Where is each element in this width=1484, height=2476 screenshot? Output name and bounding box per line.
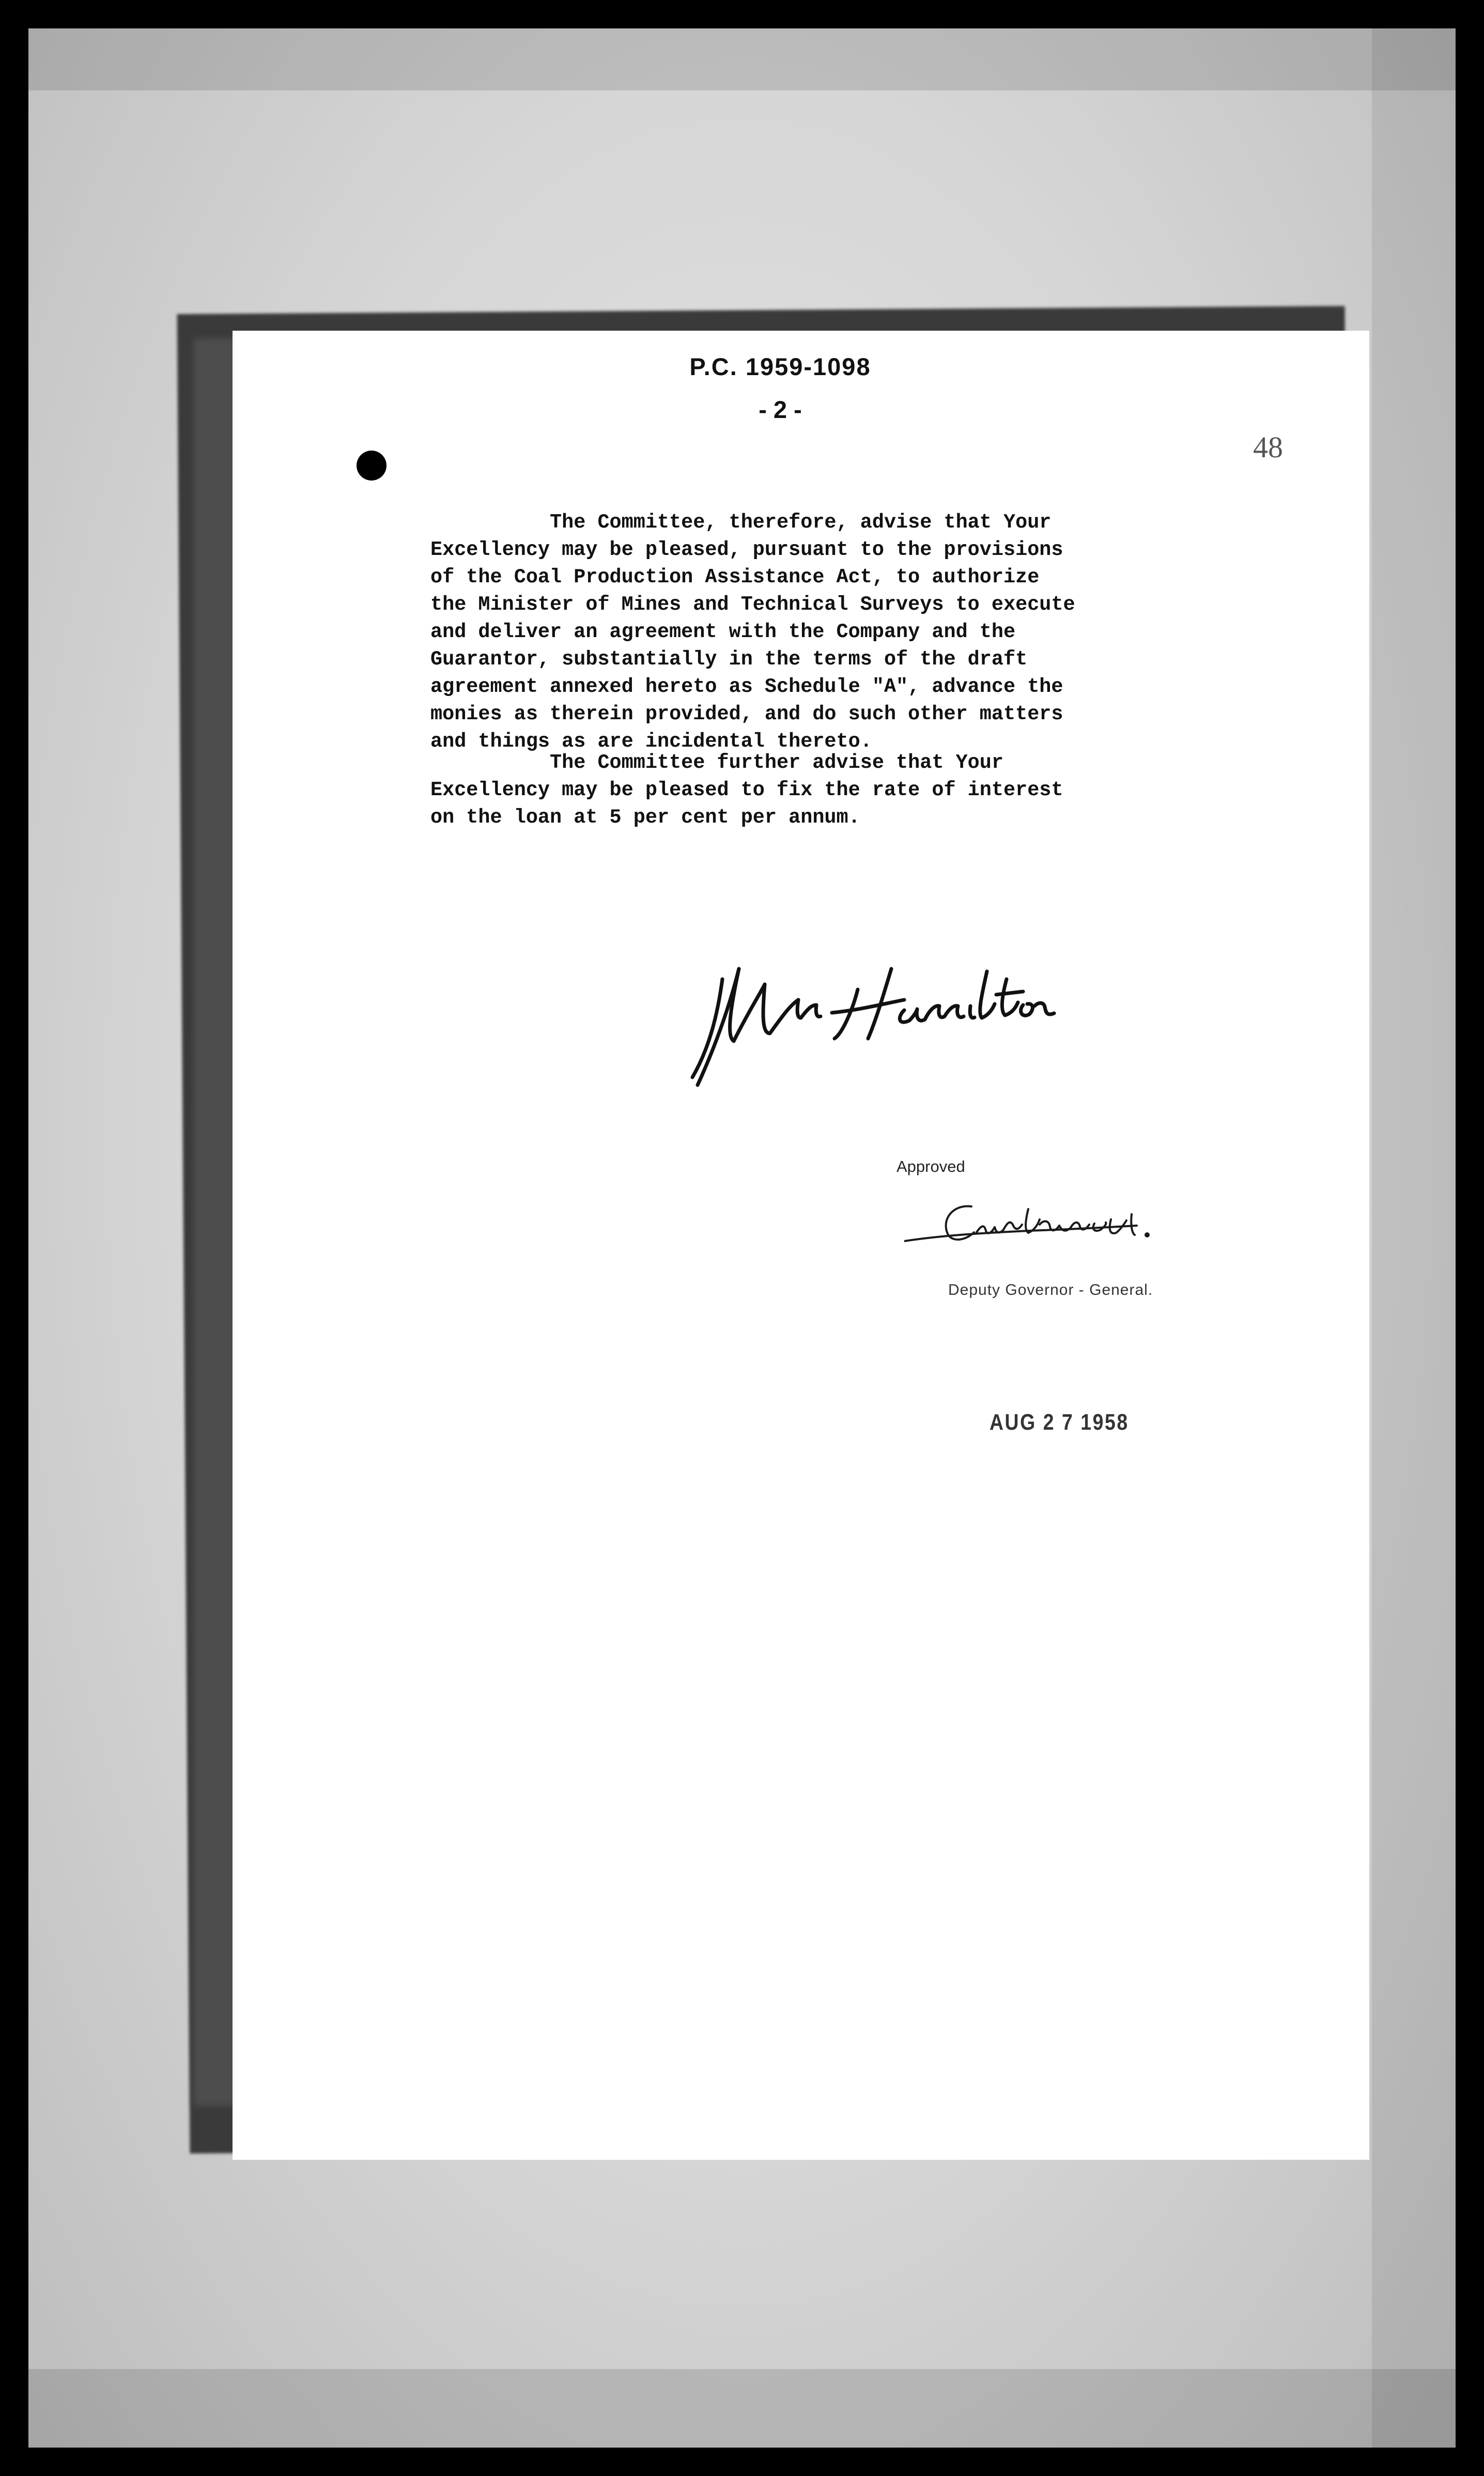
page-number: - 2 - [759,396,802,423]
text-line: the Minister of Mines and Technical Surveys to execute [430,593,1075,616]
text-line: of the Coal Production Assistance Act, to authorize [430,566,1040,589]
text-line: The Committee, therefore, advise that Your [430,511,1052,534]
text-line: Excellency may be pleased to fix the rate of interest [430,779,1063,801]
text-line: on the loan at 5 per cent per annum. [430,806,860,829]
text-line: Guarantor, substantially in the terms of the draft [430,648,1028,671]
signature-text: Wm Hamilton [661,948,665,949]
text-line: Excellency may be pleased, pursuant to the provisions [430,538,1063,561]
text-line: and deliver an agreement with the Company and the [430,621,1016,643]
scan-streak-right [1372,28,1456,2448]
scan-frame [28,28,1456,2448]
order-number: P.C. 1959-1098 [689,353,871,380]
text-line: The Committee further advise that Your [430,751,1003,774]
text-line: agreement annexed hereto as Schedule "A", advance the [430,675,1063,698]
text-line: and things as are incidental thereto. [430,730,872,753]
punch-hole [357,451,387,481]
date-stamp: AUG 2 7 1958 [990,1410,1129,1435]
text-line: monies as therein provided, and do such other matters [430,703,1063,725]
scan-streak-bottom [28,2369,1456,2448]
paragraph-advice [430,509,1195,755]
deputy-governor-signature-text: Cuvrtaudrey [904,1183,908,1184]
folio-number: 48 [1253,430,1283,464]
document-page [233,331,1369,2160]
approved-label: Approved [896,1157,965,1175]
handwritten-signature [661,948,1064,1088]
scan-streak-top [28,28,1456,90]
paragraph-interest-rate [430,749,1195,831]
deputy-governor-title: Deputy Governor - General. [948,1281,1153,1298]
deputy-governor-signature [904,1183,1194,1266]
